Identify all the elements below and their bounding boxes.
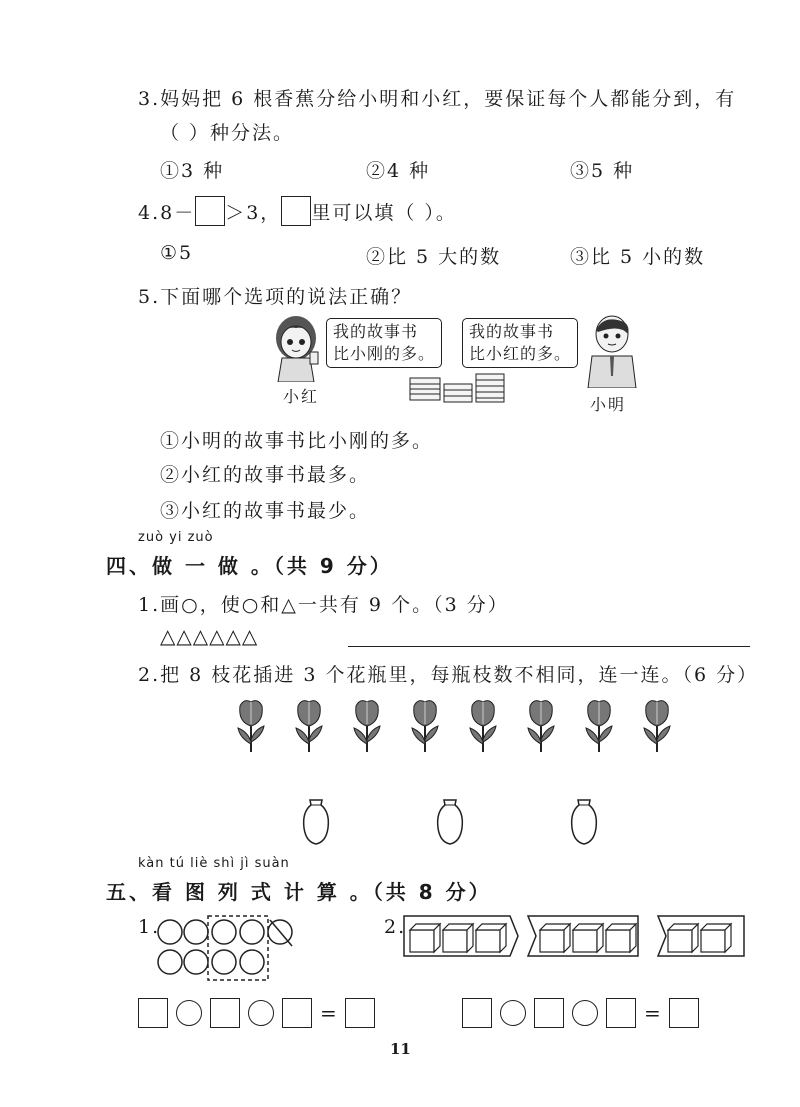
section4-q1: 1.画○，使○和△一共有 9 个。（3 分） <box>138 594 509 616</box>
q3-line1: 3.妈妈把 6 根香蕉分给小明和小红，要保证每个人都能分到，有 <box>138 88 737 110</box>
book-stacks-illustration <box>408 370 508 406</box>
q5-option-3[interactable]: ③小红的故事书最少。 <box>160 500 371 522</box>
section4-q2: 2.把 8 枝花插进 3 个花瓶里，每瓶枝数不相同，连一连。（6 分） <box>138 664 759 686</box>
eq2-operator-circle-1[interactable] <box>500 1000 526 1026</box>
speech-bubble-right <box>462 318 578 368</box>
eq2-box-1[interactable] <box>462 998 492 1028</box>
tulip-flower-icon[interactable] <box>234 696 268 754</box>
vase-icon[interactable] <box>568 798 600 846</box>
cube-icon <box>410 924 440 952</box>
cube-icon <box>668 924 698 952</box>
problem1-label: 1. <box>138 916 161 938</box>
eq1-operator-circle-1[interactable] <box>176 1000 202 1026</box>
eq1-equals: = <box>320 1001 337 1025</box>
eq2-operator-circle-2[interactable] <box>572 1000 598 1026</box>
q5-title: 5.下面哪个选项的说法正确？ <box>138 286 413 308</box>
bubble-left-line1: 我的故事书 <box>333 322 419 341</box>
q3-option-1[interactable]: ①3 种 <box>160 160 225 182</box>
cube-icon <box>540 924 570 952</box>
eq2-box-2[interactable] <box>534 998 564 1028</box>
tulip-flower-icon[interactable] <box>408 696 442 754</box>
cube-icon <box>443 924 473 952</box>
cube-icon <box>573 924 603 952</box>
tulip-flower-icon[interactable] <box>292 696 326 754</box>
eq1-box-2[interactable] <box>210 998 240 1028</box>
equation-row-1 <box>138 998 375 1028</box>
tulip-flower-icon[interactable] <box>582 696 616 754</box>
tulip-flower-icon[interactable] <box>350 696 384 754</box>
q4-mid: ＞3， <box>225 201 282 224</box>
q5-option-2[interactable]: ②小红的故事书最多。 <box>160 464 371 486</box>
eq2-box-3[interactable] <box>606 998 636 1028</box>
eq1-operator-circle-2[interactable] <box>248 1000 274 1026</box>
problem2-cubes-figure <box>402 912 746 962</box>
eq1-box-1[interactable] <box>138 998 168 1028</box>
bubble-right-line2: 比小红的多。 <box>469 344 572 363</box>
section4-pinyin: zuò yi zuò <box>138 530 214 545</box>
section5-title: 五、看 图 列 式 计 算 。（共 8 分） <box>106 880 492 904</box>
eq2-equals: = <box>644 1001 661 1025</box>
q4-option-2[interactable]: ②比 5 大的数 <box>366 246 502 268</box>
speech-bubble-left <box>326 318 442 368</box>
q3-option-2[interactable]: ②4 种 <box>366 160 431 182</box>
boy-xiaoming-illustration <box>584 312 640 388</box>
answer-line[interactable] <box>348 646 750 647</box>
vases-row <box>300 798 620 848</box>
name-xiaoming: 小明 <box>590 395 627 414</box>
q5-option-1[interactable]: ①小明的故事书比小刚的多。 <box>160 430 434 452</box>
tulip-flower-icon[interactable] <box>640 696 674 754</box>
cube-icon <box>606 924 636 952</box>
q4-option-3[interactable]: ③比 5 小的数 <box>570 246 706 268</box>
triangles-row: △△△△△△ <box>160 624 259 648</box>
q4-option-1[interactable]: ①5 <box>160 242 194 264</box>
vase-icon[interactable] <box>434 798 466 846</box>
section5-pinyin: kàn tú liè shì jì suàn <box>138 856 290 871</box>
cube-icon <box>701 924 731 952</box>
bubble-right-line1: 我的故事书 <box>469 322 555 341</box>
equation-row-2 <box>462 998 699 1028</box>
tulip-flower-icon[interactable] <box>524 696 558 754</box>
q4-prefix: 4.8－ <box>138 201 196 224</box>
eq1-answer-box[interactable] <box>345 998 375 1028</box>
eq2-answer-box[interactable] <box>669 998 699 1028</box>
q3-line2: （ ）种分法。 <box>160 122 295 144</box>
problem1-circles-figure <box>156 914 320 984</box>
tulip-flower-icon[interactable] <box>466 696 500 754</box>
flowers-row <box>234 696 674 756</box>
cube-icon <box>476 924 506 952</box>
q3-option-3[interactable]: ③5 种 <box>570 160 635 182</box>
eq1-box-3[interactable] <box>282 998 312 1028</box>
section4-title: 四、做 一 做 。（共 9 分） <box>106 554 393 578</box>
vase-icon[interactable] <box>300 798 332 846</box>
q4-blank-box[interactable] <box>195 196 225 226</box>
girl-xiaohong-illustration <box>268 312 324 382</box>
q4-suffix: 里可以填（ ）。 <box>311 201 457 224</box>
name-xiaohong: 小红 <box>283 387 320 406</box>
page-number: 11 <box>390 1040 411 1058</box>
problem2-label: 2. <box>384 916 407 938</box>
q4-stem <box>138 196 457 226</box>
q4-blank-box-2[interactable] <box>281 196 311 226</box>
bubble-left-line2: 比小刚的多。 <box>333 344 436 363</box>
